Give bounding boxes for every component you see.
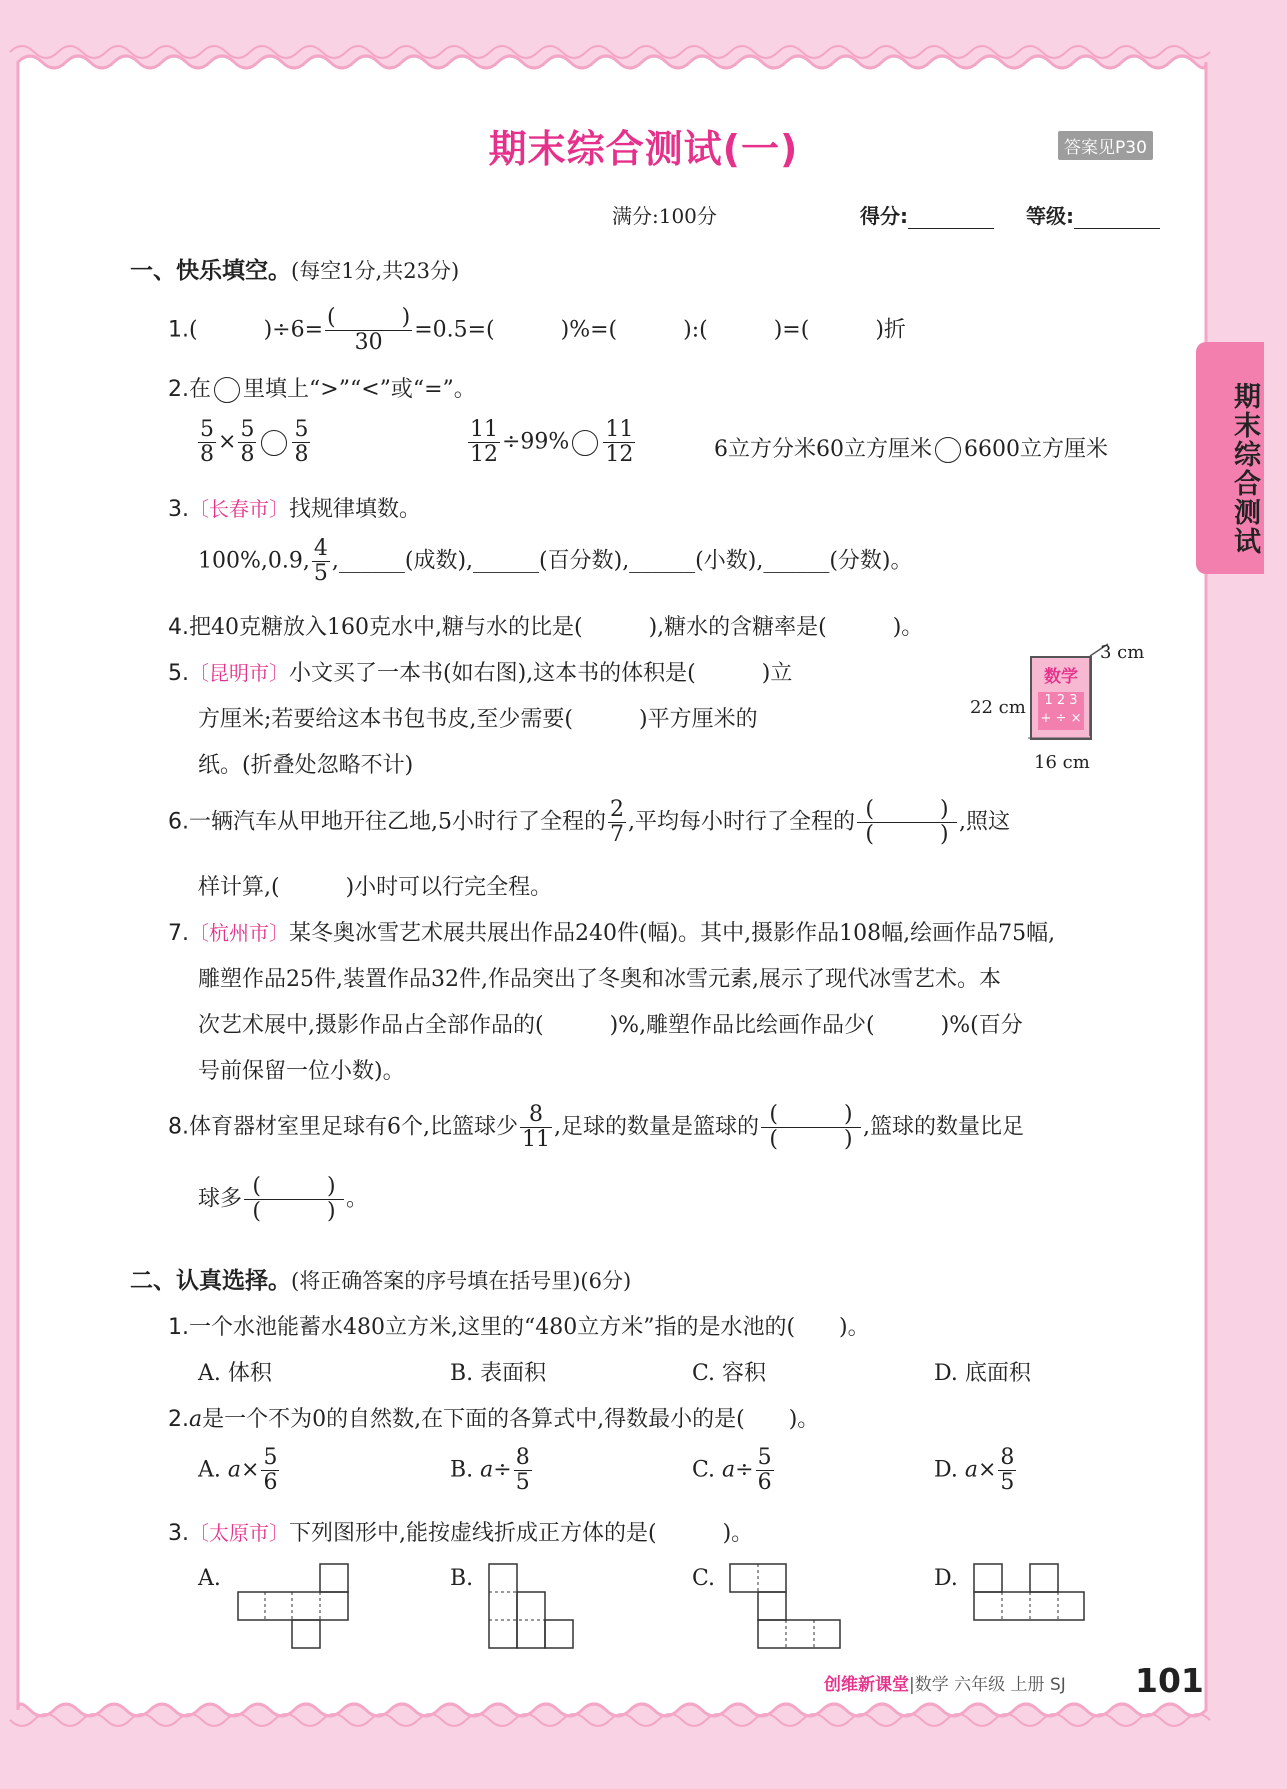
- region-tag: 〔太原市〕: [189, 1521, 289, 1545]
- q1-8-text-b: ,足球的数量是篮球的: [554, 1114, 759, 1140]
- fraction: [312, 537, 330, 586]
- q2-2-option-a[interactable]: [198, 1446, 281, 1495]
- grade-label: 等级:: [1026, 204, 1074, 228]
- q1-2-text-b: 里填上“>”“<”或“=”。: [243, 377, 476, 402]
- fraction-denominator: 8: [240, 442, 255, 468]
- q-number: 5.: [168, 661, 189, 686]
- section-2-title: 二、认真选择。: [130, 1268, 291, 1294]
- option-letter: C.: [692, 1457, 716, 1483]
- fraction: [998, 1446, 1016, 1495]
- operator: ÷: [735, 1457, 754, 1483]
- answer-fraction[interactable]: [244, 1175, 344, 1224]
- fraction-denominator: 7: [610, 822, 624, 848]
- q1-5-line-2: 方厘米;若要给这本书包书皮,至少需要( )平方厘米的: [198, 707, 758, 732]
- fraction-numerator: 5: [757, 1445, 772, 1470]
- region-tag: 〔长春市〕: [189, 497, 289, 521]
- section-1-heading: [130, 252, 459, 285]
- q1-2-text-a: 在: [189, 377, 212, 402]
- q1-1-part-a: ( )÷6=: [189, 317, 324, 343]
- q1-4-text: 把40克糖放入160克水中,糖与水的比是( ),糖水的含糖率是( )。: [189, 615, 924, 640]
- answer-fraction[interactable]: [761, 1103, 861, 1152]
- fraction-denominator: 5: [515, 1470, 530, 1496]
- q1-6-text-b: ,平均每小时行了全程的: [628, 809, 855, 835]
- q1-1: [168, 306, 906, 355]
- option-letter: D.: [934, 1457, 958, 1483]
- q2-3-text: 下列图形中,能按虚线折成正方体的是( )。: [289, 1521, 754, 1546]
- dim-width: 16 cm: [1034, 752, 1090, 773]
- fraction: [292, 418, 310, 467]
- sequence-blanks: ,______(成数),______(百分数),______(小数),______(分数)。: [331, 548, 913, 574]
- q2-1-option-d[interactable]: D. 底面积: [934, 1361, 1031, 1386]
- operator: ÷: [493, 1457, 512, 1483]
- sequence-start: 100%,0.9,: [198, 548, 310, 574]
- operator: ×: [218, 429, 237, 455]
- q2-1-option-a[interactable]: A. 体积: [198, 1361, 272, 1386]
- fraction-denominator: 6: [263, 1470, 278, 1496]
- q-number: 1.: [168, 317, 189, 343]
- fraction: [325, 306, 412, 355]
- q1-8-end: 。: [346, 1186, 369, 1212]
- q-number: 2.: [168, 377, 189, 402]
- compare-circle[interactable]: [572, 430, 598, 456]
- fraction-numerator: 5: [240, 417, 255, 442]
- fraction-blank-numerator[interactable]: ( ): [244, 1175, 344, 1200]
- q2-3-option-d-label[interactable]: D.: [934, 1566, 958, 1591]
- q1-7-line-1: 某冬奥冰雪艺术展共展出作品240件(幅)。其中,摄影作品108幅,绘画作品75幅,: [289, 921, 1056, 946]
- fraction: [468, 418, 500, 467]
- compare-circle[interactable]: [214, 377, 240, 403]
- fraction-numerator: 4: [313, 536, 328, 561]
- q1-7-line-4: 号前保留一位小数)。: [198, 1059, 405, 1084]
- q-number: 3.: [168, 497, 189, 522]
- q1-3-text: 找规律填数。: [289, 497, 422, 522]
- side-tab: [1196, 342, 1264, 574]
- fraction-denominator: 8: [200, 442, 214, 468]
- fraction: [608, 798, 626, 847]
- footer-brand: 创维新课堂: [824, 1675, 909, 1695]
- full-score: 满分:100分: [612, 204, 717, 228]
- q2-2-option-c[interactable]: [692, 1446, 776, 1495]
- q2-2-option-b[interactable]: [450, 1446, 534, 1495]
- q1-2-item-3-left: 6立方分米60立方厘米: [714, 437, 932, 462]
- score-blank[interactable]: [908, 208, 994, 229]
- fraction-denominator: 8: [294, 442, 309, 468]
- q-number: 8.: [168, 1114, 189, 1140]
- operator: ÷99%: [502, 429, 570, 455]
- option-letter: A.: [198, 1457, 221, 1483]
- net-diagram-b[interactable]: [487, 1562, 587, 1652]
- q1-2-item-3: [714, 432, 1108, 463]
- fraction-denominator: 6: [757, 1470, 772, 1496]
- fraction-blank-denominator[interactable]: ( ): [252, 1199, 336, 1225]
- q1-3: [168, 492, 421, 523]
- dim-height: 22 cm: [970, 697, 1026, 718]
- operator: ×: [241, 1457, 260, 1483]
- fraction-numerator: 11: [605, 417, 634, 442]
- page-title: 期末综合测试(一): [488, 127, 799, 171]
- q2-3: [168, 1516, 753, 1547]
- q2-3-option-a-label[interactable]: A.: [198, 1566, 221, 1591]
- variable-a: a: [964, 1457, 978, 1483]
- net-diagram-d[interactable]: [972, 1562, 1087, 1632]
- fraction-denominator: 11: [522, 1127, 550, 1153]
- q-number: 7.: [168, 921, 189, 946]
- section-1-note: (每空1分,共23分): [291, 259, 460, 283]
- fraction-denominator: 30: [354, 330, 383, 356]
- footer-series: [824, 1670, 1066, 1695]
- fraction-numerator: 2: [610, 797, 624, 822]
- fraction-numerator: 5: [200, 417, 214, 442]
- grade-blank[interactable]: [1074, 208, 1160, 229]
- page-number: 101: [1135, 1661, 1204, 1700]
- q1-5: [168, 656, 792, 687]
- q-number: 2.: [168, 1407, 189, 1432]
- q1-8-line-2: [198, 1175, 368, 1224]
- side-tab-label: 期末综合测试: [1229, 382, 1260, 556]
- fraction-blank-denominator[interactable]: ( ): [865, 822, 949, 848]
- fraction: [520, 1103, 552, 1152]
- region-tag: 〔昆明市〕: [189, 661, 289, 685]
- fraction: [198, 418, 216, 467]
- q1-7-line-2: 雕塑作品25件,装置作品32件,作品突出了冬奥和冰雪元素,展示了现代冰雪艺术。本: [198, 967, 1001, 992]
- section-2-note: (将正确答案的序号填在括号里)(6分): [291, 1269, 632, 1293]
- q2-2-text: 是一个不为0的自然数,在下面的各算式中,得数最小的是( )。: [202, 1407, 820, 1432]
- compare-circle[interactable]: [935, 437, 961, 463]
- q1-4: [168, 610, 923, 641]
- net-diagram-c[interactable]: [728, 1562, 843, 1652]
- q-number: 4.: [168, 615, 189, 640]
- fraction-numerator: 8: [515, 1445, 530, 1470]
- q2-1-option-c[interactable]: C. 容积: [692, 1361, 767, 1386]
- q1-6-text-a: 一辆汽车从甲地开往乙地,5小时行了全程的: [189, 809, 606, 835]
- fraction: [514, 1446, 532, 1495]
- fraction: [756, 1446, 774, 1495]
- fraction-numerator: 11: [470, 417, 498, 442]
- q2-2: [168, 1402, 819, 1433]
- operator: ×: [977, 1457, 997, 1483]
- q1-2: [168, 372, 476, 403]
- option-letter: B.: [450, 1457, 474, 1483]
- section-1-title: 一、快乐填空。: [130, 258, 291, 284]
- q1-2-item-3-right: 6600立方厘米: [964, 437, 1108, 462]
- q1-8: [168, 1103, 1024, 1152]
- q2-3-option-c-label[interactable]: C.: [692, 1566, 716, 1591]
- grade-field[interactable]: [1026, 200, 1160, 229]
- answer-badge: 答案见P30: [1058, 131, 1153, 160]
- q1-8-text-a: 体育器材室里足球有6个,比篮球少: [189, 1114, 518, 1140]
- q1-8-text-c: ,篮球的数量比足: [863, 1114, 1024, 1140]
- fraction-numerator: 8: [1000, 1445, 1015, 1470]
- book-cover-numbers: 1 2 3: [1044, 693, 1078, 708]
- q-number: 6.: [168, 809, 189, 835]
- q1-2-item-1: [196, 418, 312, 467]
- q1-5-line-3: 纸。(折叠处忽略不计): [198, 753, 414, 778]
- footer-info: |数学 六年级 上册 SJ: [909, 1675, 1066, 1695]
- dim-thickness: 3 cm: [1100, 642, 1145, 663]
- net-diagram-a[interactable]: [236, 1562, 351, 1652]
- fraction-denominator: 12: [605, 442, 634, 468]
- fraction-blank-numerator[interactable]: ( ): [761, 1103, 861, 1128]
- fraction-denominator: 5: [1000, 1470, 1015, 1496]
- fraction-blank-numerator[interactable]: ( ): [857, 798, 957, 823]
- section-2-heading: [130, 1262, 631, 1295]
- fraction-blank-denominator[interactable]: ( ): [769, 1127, 853, 1153]
- score-field[interactable]: [860, 200, 994, 229]
- variable-a: a: [480, 1457, 494, 1483]
- compare-circle[interactable]: [261, 430, 287, 456]
- fraction-denominator: 12: [470, 442, 498, 468]
- fraction: [261, 1446, 279, 1495]
- answer-fraction[interactable]: [857, 798, 957, 847]
- q1-3-sequence: [198, 537, 913, 586]
- q2-1-option-b[interactable]: B. 表面积: [450, 1361, 547, 1386]
- q1-7: [168, 916, 1055, 947]
- q-number: 1.: [168, 1315, 189, 1340]
- q1-8-line-2-text: 球多: [198, 1186, 243, 1212]
- q-number: 3.: [168, 1521, 189, 1546]
- fraction-numerator: 5: [263, 1445, 278, 1470]
- q1-6: [168, 798, 1010, 847]
- q1-7-line-3: 次艺术展中,摄影作品占全部作品的( )%,雕塑作品比绘画作品少( )%(百分: [198, 1013, 1023, 1038]
- region-tag: 〔杭州市〕: [189, 921, 289, 945]
- q2-1: [168, 1310, 870, 1341]
- score-label: 得分:: [860, 204, 908, 228]
- book-cover-operators: + ÷ ×: [1040, 711, 1082, 726]
- q1-5-line-1: 小文买了一本书(如右图),这本书的体积是( )立: [289, 661, 793, 686]
- fraction-denominator: 5: [313, 561, 328, 587]
- q2-1-text: 一个水池能蓄水480立方米,这里的“480立方米”指的是水池的( )。: [189, 1315, 870, 1340]
- q1-6-text-c: ,照这: [959, 809, 1010, 835]
- variable-a: a: [722, 1457, 736, 1483]
- fraction: [238, 418, 256, 467]
- variable-a: a: [189, 1407, 203, 1432]
- q2-3-option-b-label[interactable]: B.: [450, 1566, 474, 1591]
- fraction: [603, 418, 635, 467]
- q1-1-part-b: =0.5=( )%=( ):( )=( )折: [414, 317, 906, 343]
- book-cover-title: 数学: [1044, 667, 1078, 687]
- fraction-numerator: 8: [520, 1103, 552, 1128]
- variable-a: a: [227, 1457, 242, 1483]
- fraction-numerator: ( ): [327, 305, 411, 330]
- fraction-numerator: 5: [294, 417, 309, 442]
- q2-2-option-d[interactable]: [934, 1446, 1018, 1495]
- q1-2-item-2: [466, 418, 637, 467]
- q1-6-line-2: 样计算,( )小时可以行完全程。: [198, 875, 553, 900]
